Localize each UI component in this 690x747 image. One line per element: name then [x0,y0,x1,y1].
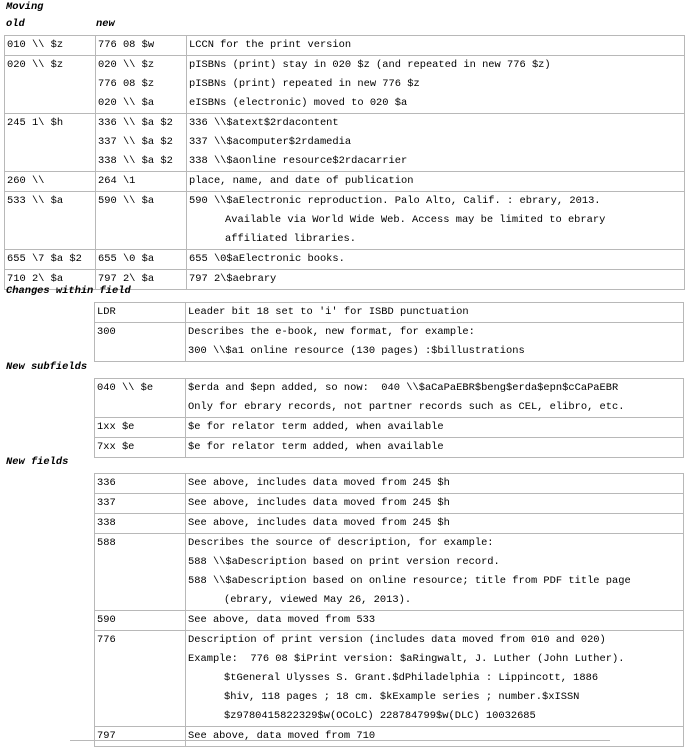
table-row [4,611,684,631]
table-row [4,323,684,362]
moving-table [4,35,685,290]
desc-line: $tGeneral Ulysses S. Grant.$dPhiladelphia : Lippincott, 1886 [224,672,599,684]
description: See above, data moved from 533 [186,611,684,631]
new-field: LDR [95,303,186,323]
new-field: 590 [95,611,186,631]
new-field: 040 \\ $e [95,379,186,418]
desc-line: 338 \\$aonline resource$2rdacarrier [189,155,408,167]
description [187,114,685,172]
table-row [4,303,684,323]
description [187,192,685,250]
description [186,323,684,362]
new-line: 020 \\ $z [98,59,155,71]
new-field: 338 [95,514,186,534]
desc-line: $erda and $epn added, so now: 040 \\$aCaPaEBR$beng$erda$epn$cCaPaEBR [188,382,619,394]
desc-line: Description of print version (includes data moved from 010 and 020) [188,634,606,646]
new-field [96,114,187,172]
table-row [4,631,684,727]
desc-line: $z9780415822329$w(OCoLC) 228784799$w(DLC) 10032685 [224,710,536,722]
desc-line: Describes the e-book, new format, for example: [188,326,475,338]
section-new-fields: New fields [6,456,69,468]
description: 655 \0$aElectronic books. [187,250,685,270]
old-field: 245 1\ $h [5,114,96,172]
desc-line: 336 \\$atext$2rdacontent [189,117,339,129]
table-row [5,56,685,114]
new-field: 797 [95,727,186,747]
desc-line: (ebrary, viewed May 26, 2013). [224,594,412,606]
old-field: 020 \\ $z [5,56,96,114]
table-row [4,727,684,747]
description [186,534,684,611]
new-field: 588 [95,534,186,611]
section-changes: Changes within field [6,285,131,297]
desc-line: Describes the source of description, for example: [188,537,494,549]
new-field: 776 08 $w [96,36,187,56]
desc-line: pISBNs (print) repeated in new 776 $z [189,78,420,90]
desc-line: affiliated libraries. [225,233,356,245]
old-field: 260 \\ [5,172,96,192]
new-line: 338 \\ $a $2 [98,155,173,167]
desc-line: Available via World Wide Web. Access may be limited to ebrary [225,214,606,226]
old-field: 533 \\ $a [5,192,96,250]
description: See above, includes data moved from 245 $h [186,514,684,534]
table-row [5,172,685,192]
new-field: 655 \0 $a [96,250,187,270]
bottom-divider [70,740,610,741]
changes-table [4,302,684,362]
description [187,56,685,114]
section-moving: Moving [6,1,44,13]
new-line: 336 \\ $a $2 [98,117,173,129]
new-field: 7xx $e [95,438,186,458]
fields-table [4,473,684,747]
new-field [96,56,187,114]
desc-line: Example: 776 08 $iPrint version: $aRingwalt, J. Luther (John Luther). [188,653,625,665]
header-new: new [96,18,115,30]
new-field: 336 [95,474,186,494]
table-row [4,534,684,611]
description [186,379,684,418]
desc-line: 337 \\$acomputer$2rdamedia [189,136,352,148]
description: LCCN for the print version [187,36,685,56]
new-field: 264 \1 [96,172,187,192]
new-field: 1xx $e [95,418,186,438]
table-row [4,494,684,514]
table-row [5,36,685,56]
section-new-subfields: New subfields [6,361,88,373]
old-field: 710 2\ $a [5,270,96,290]
table-row [4,514,684,534]
header-old: old [6,18,25,30]
desc-line: 588 \\$aDescription based on online resource; title from PDF title page [188,575,631,587]
desc-line: 590 \\$aElectronic reproduction. Palo Alto, Calif. : ebrary, 2013. [189,195,601,207]
desc-line: 588 \\$aDescription based on print version record. [188,556,500,568]
table-row [4,438,684,458]
new-field: 590 \\ $a [96,192,187,250]
new-field: 776 [95,631,186,727]
desc-line: pISBNs (print) stay in 020 $z (and repeated in new 776 $z) [189,59,551,71]
table-row [4,379,684,418]
description: 797 2\$aebrary [187,270,685,290]
new-line: 776 08 $z [98,78,155,90]
old-field: 010 \\ $z [5,36,96,56]
table-row [4,474,684,494]
old-field: 655 \7 $a $2 [5,250,96,270]
description [186,631,684,727]
subfields-table [4,378,684,458]
new-line: 337 \\ $a $2 [98,136,173,148]
table-row [5,114,685,172]
description: See above, data moved from 710 [186,727,684,747]
description: Leader bit 18 set to 'i' for ISBD punctuation [186,303,684,323]
table-row [5,192,685,250]
desc-line: eISBNs (electronic) moved to 020 $a [189,97,408,109]
new-field: 337 [95,494,186,514]
new-field: 797 2\ $a [96,270,187,290]
desc-line: 300 \\$a1 online resource (130 pages) :$billustrations [188,345,525,357]
new-field: 300 [95,323,186,362]
table-row [5,250,685,270]
description: See above, includes data moved from 245 $h [186,494,684,514]
description: See above, includes data moved from 245 $h [186,474,684,494]
desc-line: Only for ebrary records, not partner records such as CEL, elibro, etc. [188,401,625,413]
description: place, name, and date of publication [187,172,685,192]
new-line: 020 \\ $a [98,97,155,109]
desc-line: $hiv, 118 pages ; 18 cm. $kExample series ; number.$xISSN [224,691,580,703]
description: $e for relator term added, when available [186,418,684,438]
description: $e for relator term added, when available [186,438,684,458]
table-row [4,418,684,438]
